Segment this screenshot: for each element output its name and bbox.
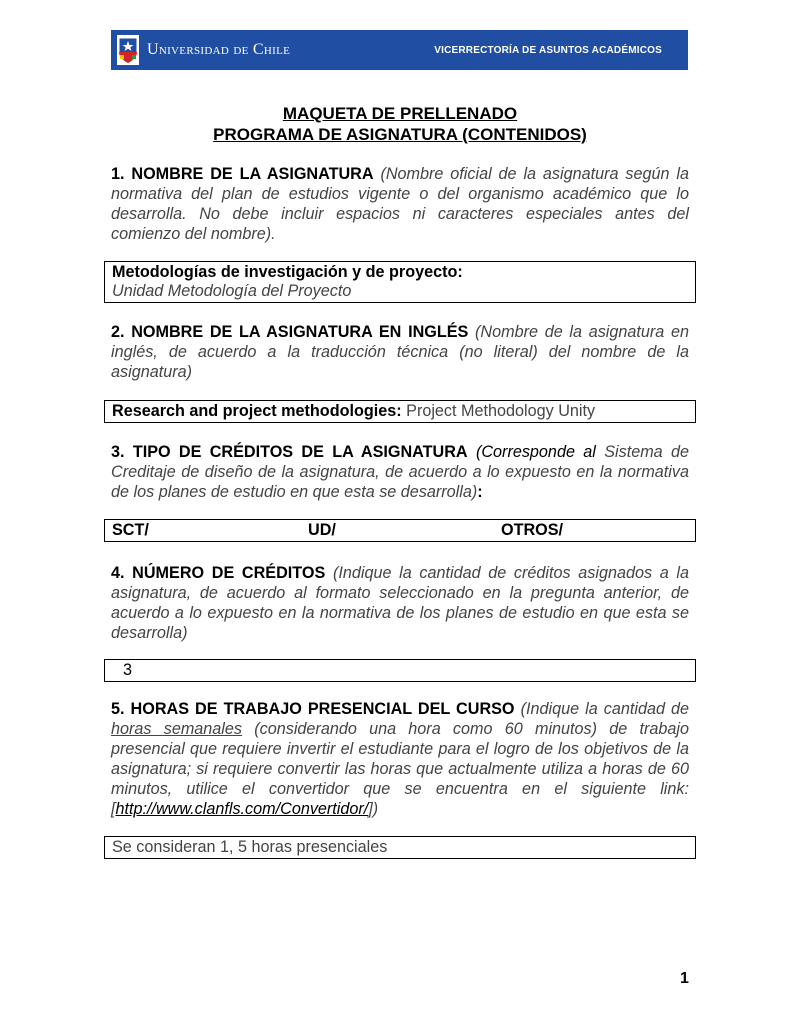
section-3-note-rest: Sistema de Creditaje de diseño de la asignatura, de acuerdo a lo expuesto en la normativa de los planes de estudio en que esta se desarrolla)	[111, 443, 690, 501]
section-5-heading: 5. HORAS DE TRABAJO PRESENCIAL DEL CURSO	[111, 700, 515, 718]
section-4-answer-box	[104, 659, 696, 682]
section-5-note-underlined: horas semanales	[111, 720, 243, 738]
section-2-heading: 2. NOMBRE DE LA ASIGNATURA EN INGLÉS	[111, 323, 469, 341]
document-title	[110, 103, 690, 145]
section-1-note: (Nombre oficial de la asignatura según la normativa del plan de estudios vigente o del organismo académico que lo desarrolla. No debe incluir espacios ni caracteres especiales antes del comienzo del nombre).	[111, 165, 689, 243]
converter-link[interactable]: http://www.clanfls.com/Convertidor/	[115, 800, 369, 818]
section-3-credit-types-box	[104, 519, 696, 542]
section-4-heading: 4. NÚMERO DE CRÉDITOS	[111, 564, 326, 582]
section-2-answer-bold: Research and project methodologies:	[112, 402, 402, 420]
credit-type-options	[112, 521, 688, 540]
section-2-description	[111, 322, 689, 382]
section-3-colon: :	[477, 483, 483, 501]
section-5-note-c: ])	[368, 800, 379, 818]
university-brand	[117, 35, 290, 65]
credit-type-sct: SCT/	[112, 521, 149, 539]
title-line-1: MAQUETA DE PRELLENADO	[282, 104, 518, 123]
section-2-answer-box	[104, 400, 696, 423]
title-line-2: PROGRAMA DE ASIGNATURA (CONTENIDOS)	[213, 125, 587, 144]
section-5-note-b: (considerando una hora como 60 minutos) de trabajo presencial que requiere invertir el estudiante para el logro de los objetivos de la asignatura; si requiere convertir las horas que actualmente utiliza a horas de 60 minutos, utilice el convertidor que se encuentra en el siguiente link: [	[111, 720, 690, 818]
section-1-answer-box	[104, 261, 696, 303]
section-5-description	[111, 699, 689, 819]
section-1-heading: 1. NOMBRE DE LA ASIGNATURA	[111, 165, 374, 183]
section-1-description	[111, 164, 689, 244]
section-1-answer-sub: Unidad Metodología del Proyecto	[112, 282, 352, 300]
page-number: 1	[680, 970, 689, 987]
section-4-answer: 3	[123, 661, 133, 679]
section-3-note-italic: (Corresponde al	[475, 443, 596, 461]
section-4-description	[111, 563, 689, 643]
section-3-description	[111, 442, 689, 502]
university-name: Universidad de Chile	[147, 41, 291, 58]
section-5-note-a: (Indique la cantidad de	[520, 700, 690, 718]
credit-type-otros: OTROS/	[501, 521, 564, 539]
section-4-note: (Indique la cantidad de créditos asignados a la asignatura, de acuerdo al formato seleccionado en la pregunta anterior, de acuerdo a lo expuesto en la normativa de los planes de estudio en que esta se desarrolla)	[111, 564, 689, 642]
credit-type-ud: UD/	[308, 521, 336, 539]
section-1-answer-title: Metodologías de investigación y de proyecto:	[112, 263, 463, 281]
university-crest-icon	[117, 35, 139, 65]
section-5-answer-box	[104, 836, 696, 859]
header-banner	[111, 30, 688, 70]
vicerrectoria-label: VICERRECTORÍA DE ASUNTOS ACADÉMICOS	[434, 44, 662, 56]
section-2-note: (Nombre de la asignatura en inglés, de acuerdo a la traducción técnica (no literal) del nombre de la asignatura)	[111, 323, 689, 381]
section-2-answer-rest: Project Methodology Unity	[406, 402, 596, 420]
section-5-answer: Se consideran 1, 5 horas presenciales	[112, 838, 388, 856]
section-3-heading: 3. TIPO DE CRÉDITOS DE LA ASIGNATURA	[111, 443, 468, 461]
